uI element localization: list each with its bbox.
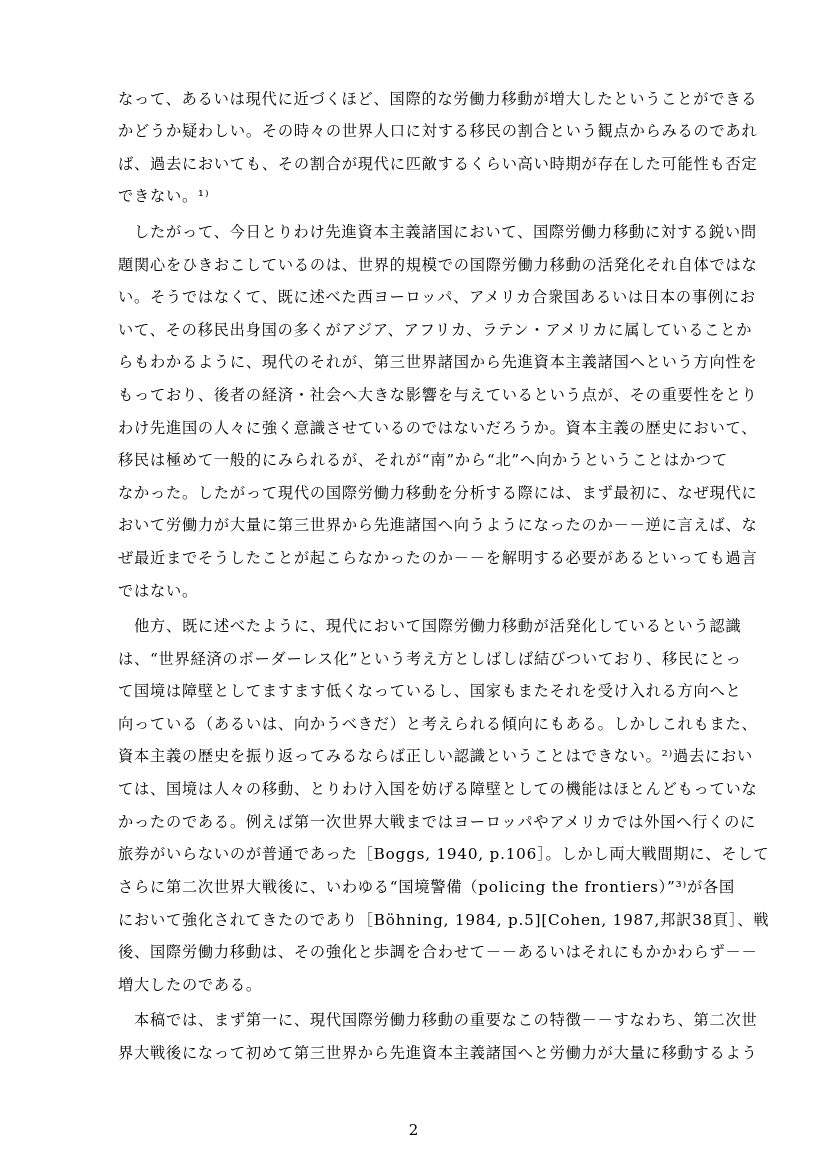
- text-line: わけ先進国の人々に強く意識させているのではないだろうか。資本主義の歴史において、: [118, 419, 758, 437]
- text-line: したがって、今日とりわけ先進資本主義諸国において、国際労働力移動に対する鋭い問: [118, 223, 757, 241]
- text-line: ぜ最近までそうしたことが起こらなかったのか－－を解明する必要があるといっても過言: [118, 549, 758, 567]
- text-line: いて、その移民出身国の多くがアジア、アフリカ、ラテン・アメリカに属していることか: [118, 321, 753, 339]
- text-line: て国境は障壁としてますます低くなっているし、国家もまたそれを受け入れる方向へと: [118, 682, 742, 700]
- text-line: ではない。: [118, 582, 198, 600]
- text-line: おいて労働力が大量に第三世界から先進諸国へ向うようになったのか－－逆に言えば、な: [118, 516, 758, 534]
- text-line: 界大戦後になって初めて第三世界から先進資本主義諸国へと労働力が大量に移動するよう: [118, 1044, 758, 1062]
- text-line: は、“世界経済のボーダーレス化”という考え方としばしば結びついており、移民にとっ: [118, 650, 742, 668]
- text-line: できない。¹⁾: [118, 187, 210, 205]
- text-line: なかった。したがって現代の国際労働力移動を分析する際には、まず最初に、なぜ現代に: [118, 484, 758, 502]
- text-line: 増大したのである。: [118, 976, 262, 994]
- text-line: さらに第二次世界大戦後に、いわゆる“国境警備（policing the frontiers）”³⁾が各国: [118, 878, 736, 896]
- text-line: かったのである。例えば第一次世界大戦まではヨーロッパやアメリカでは外国へ行くのに: [118, 813, 757, 831]
- text-line: もっており、後者の経済・社会へ大きな影響を与えているという点が、その重要性をとり: [118, 386, 758, 404]
- text-line: 資本主義の歴史を振り返ってみるならば正しい認識ということはできない。²⁾過去におい: [118, 747, 753, 765]
- text-line: 向っている（あるいは、向かうべきだ）と考えられる傾向にもある。しかしこれもまた、: [118, 715, 758, 733]
- text-line: 移民は極めて一般的にみられるが、それが“南”から“北”へ向かうということはかつて: [118, 451, 728, 469]
- page-number: 2: [408, 1121, 419, 1139]
- text-line: 後、国際労働力移動は、その強化と歩調を合わせて－－あるいはそれにもかかわらず－－: [118, 943, 758, 961]
- text-line: かどうか疑わしい。その時々の世界人口に対する移民の割合という観点からみるのであれ: [118, 122, 758, 140]
- text-line: 旅券がいらないのが普通であった［Boggs, 1940, p.106］。しかし両大戦間期に、そして: [118, 845, 770, 863]
- text-line: 本稿では、まず第一に、現代国際労働力移動の重要なこの特徴－－すなわち、第二次世: [118, 1011, 758, 1029]
- text-line: ば、過去においても、その割合が現代に匹敵するくらい高い時期が存在した可能性も否定: [118, 155, 758, 173]
- text-line: なって、あるいは現代に近づくほど、国際的な労働力移動が増大したということができる: [118, 90, 758, 108]
- text-line: 題関心をひきおこしているのは、世界的規模での国際労働力移動の活発化それ自体ではな: [118, 256, 758, 274]
- text-line: において強化されてきたのであり［Böhning, 1984, p.5][Cohen, 1987,邦訳38頁］、戦: [118, 911, 770, 929]
- text-line: らもわかるように、現代のそれが、第三世界諸国から先進資本主義諸国へという方向性を: [118, 353, 758, 371]
- text-line: 他方、既に述べたように、現代において国際労働力移動が活発化しているという認識: [118, 617, 742, 635]
- text-line: い。そうではなくて、既に述べた西ヨーロッパ、アメリカ合衆国あるいは日本の事例にお: [118, 288, 756, 306]
- text-line: ては、国境は人々の移動、とりわけ入国を妨げる障壁としての機能はほとんどもっていな: [118, 780, 758, 798]
